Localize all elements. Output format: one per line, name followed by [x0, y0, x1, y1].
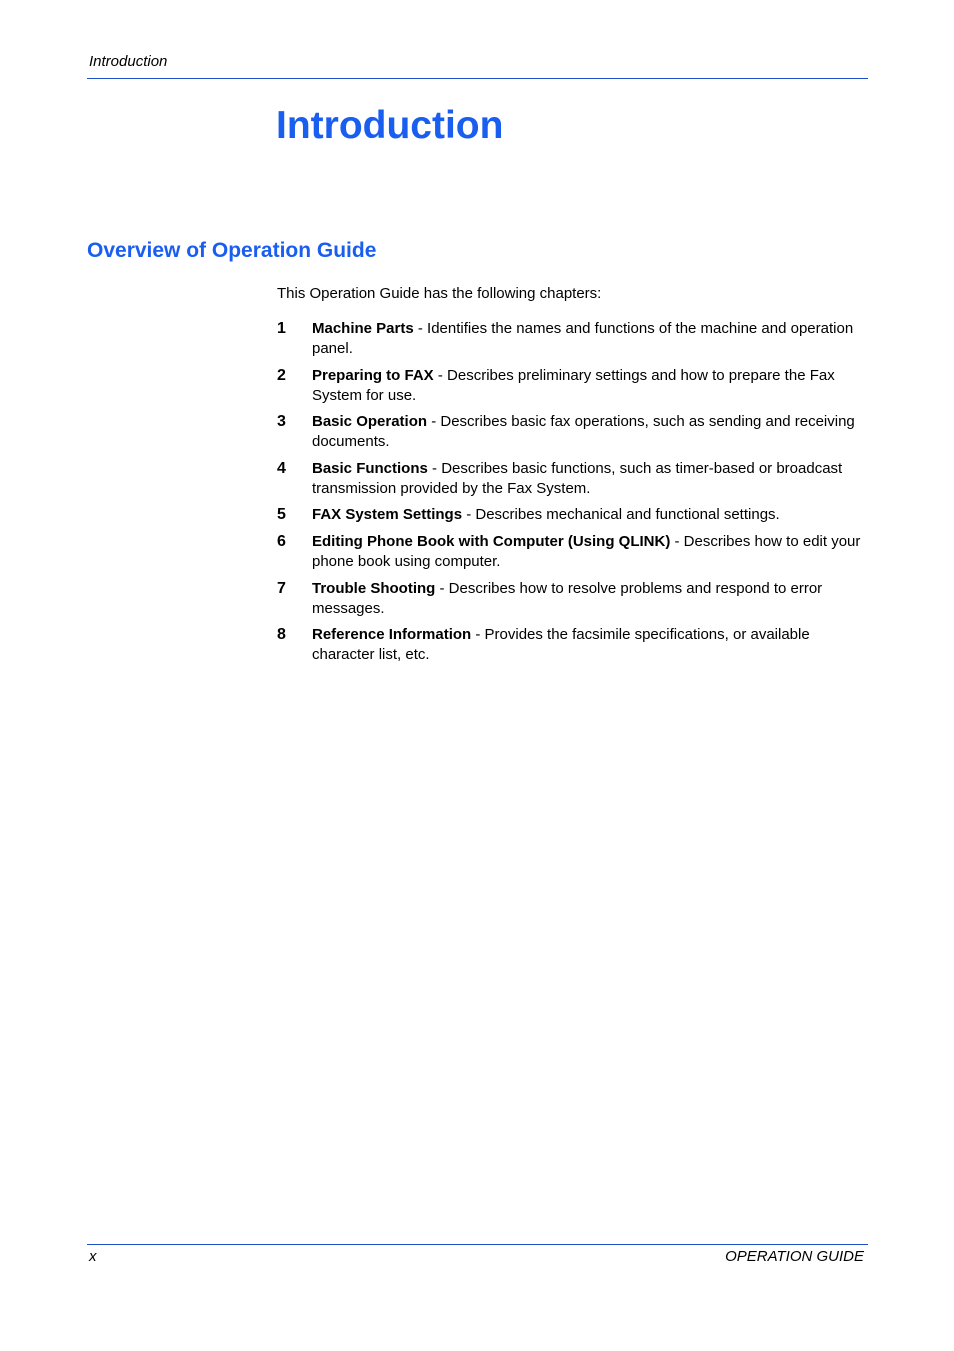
chapter-title: Machine Parts — [312, 320, 414, 337]
chapter-description: - Identifies the names and functions of the machine and operation panel. — [312, 320, 854, 357]
chapter-number: 1 — [277, 320, 286, 337]
chapter-description: - Describes how to resolve problems and respond to error messages. — [312, 579, 823, 617]
chapter-title: Basic Operation — [312, 413, 428, 431]
chapter-item-7 — [277, 579, 869, 619]
chapter-number: 3 — [277, 413, 286, 431]
chapter-description: - Describes basic functions, such as timer-based or broadcast transmission provided by the Fax System. — [312, 459, 843, 497]
chapter-description: - Describes how to edit your phone book using computer. — [312, 532, 861, 570]
intro-paragraph: This Operation Guide has the following chapters: — [277, 285, 602, 302]
chapter-item-5 — [277, 505, 869, 525]
chapter-number: 4 — [277, 459, 286, 477]
chapter-title: FAX System Settings — [312, 506, 463, 524]
chapter-title: Trouble Shooting — [312, 579, 436, 597]
chapter-item-6 — [277, 532, 869, 572]
chapter-description: - Describes preliminary settings and how to prepare the Fax System for use. — [312, 366, 835, 404]
chapter-item-1 — [277, 319, 869, 359]
running-header: Introduction — [89, 53, 168, 70]
chapter-item-4 — [277, 459, 869, 499]
header-rule — [87, 78, 868, 79]
footer-rule — [87, 1244, 868, 1245]
chapter-number: 8 — [277, 626, 286, 644]
chapter-number: 6 — [277, 532, 286, 550]
chapter-item-8 — [277, 625, 869, 665]
chapter-description: - Describes basic fax operations, such as sending and receiving documents. — [312, 413, 855, 451]
section-heading: Overview of Operation Guide — [87, 239, 377, 262]
chapter-title: Editing Phone Book with Computer (Using QLINK) — [312, 532, 671, 550]
chapter-list — [277, 319, 869, 672]
chapter-item-3 — [277, 412, 869, 452]
chapter-description: - Describes mechanical and functional settings. — [462, 506, 780, 524]
guide-name: OPERATION GUIDE — [725, 1248, 864, 1265]
chapter-number: 5 — [277, 506, 286, 524]
chapter-number: 7 — [277, 579, 286, 597]
chapter-item-2 — [277, 366, 869, 406]
chapter-title: Preparing to FAX — [312, 366, 434, 384]
chapter-number: 2 — [277, 366, 286, 384]
chapter-description: - Provides the facsimile specifications, or available character list, etc. — [312, 626, 810, 664]
page-number: x — [89, 1248, 97, 1265]
page-title: Introduction — [276, 104, 504, 147]
chapter-title: Reference Information — [312, 626, 472, 644]
chapter-title: Basic Functions — [312, 459, 428, 477]
